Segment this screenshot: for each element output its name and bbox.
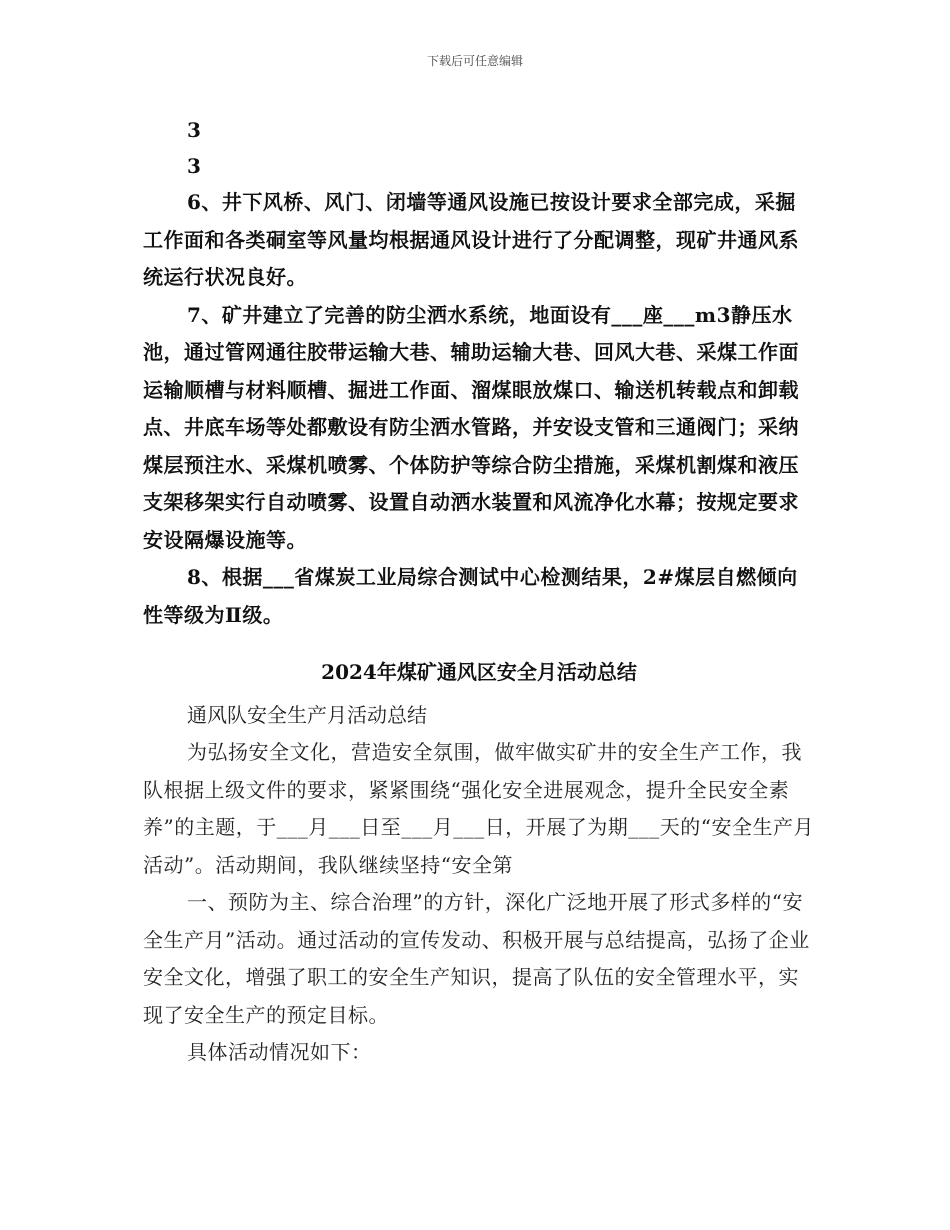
page-number: 3 [187, 118, 201, 142]
paragraph-item-7: 7、矿井建立了完善的防尘洒水系统，地面设有___座___m3静压水池，通过管网通往胶带运输大巷、辅助运输大巷、回风大巷、采煤工作面运输顺槽与材料顺槽、掘进工作面、溜煤眼放煤口、输送机转载点和卸载点、井底车场等处都敷设有防尘洒水管路，并安设支管和三通阀门；采纳煤层预注水、采煤机喷雾、个体防护等综合防尘措施，采煤机割煤和液压支架移架实行自动喷雾、设置自动洒水装置和风流净化水幕；按规定要求安设隔爆设施等。 [143, 302, 799, 552]
document-body [143, 112, 815, 1072]
body-paragraph: 具体活动情况如下： [187, 1040, 372, 1064]
section-subtitle: 通风队安全生产月活动总结 [187, 702, 427, 727]
page-header-note: 下载后可任意编辑 [426, 54, 523, 68]
paragraph-item-8: 8、根据___省煤炭工业局综合测试中心检测结果，2#煤层自燃倾向性等级为Ⅱ级。 [143, 565, 798, 627]
page-number: 3 [187, 154, 201, 178]
section-title: 2024年煤矿通风区安全月活动总结 [321, 660, 637, 684]
paragraph-item-6: 6、井下风桥、风门、闭墙等通风设施已按设计要求全部完成，采掘工作面和各类硐室等风量均根据通风设计进行了分配调整，现矿井通风系统运行状况良好。 [143, 190, 799, 289]
body-paragraph: 一、预防为主、综合治理”的方针，深化广泛地开展了形式多样的“安全生产月”活动。通过活动的宣传发动、积极开展与总结提高，弘扬了企业安全文化，增强了职工的安全生产知识，提高了队伍的安全管理水平，实现了安全生产的预定目标。 [143, 890, 810, 1027]
body-paragraph: 为弘扬安全文化，营造安全氛围，做牢做实矿井的安全生产工作，我队根据上级文件的要求，紧紧围绕“强化安全进展观念，提升全民安全素养”的主题，于___月___日至___月___日，开展了为期___天的“安全生产月活动”。活动期间，我队继续坚持“安全第 [143, 740, 814, 877]
